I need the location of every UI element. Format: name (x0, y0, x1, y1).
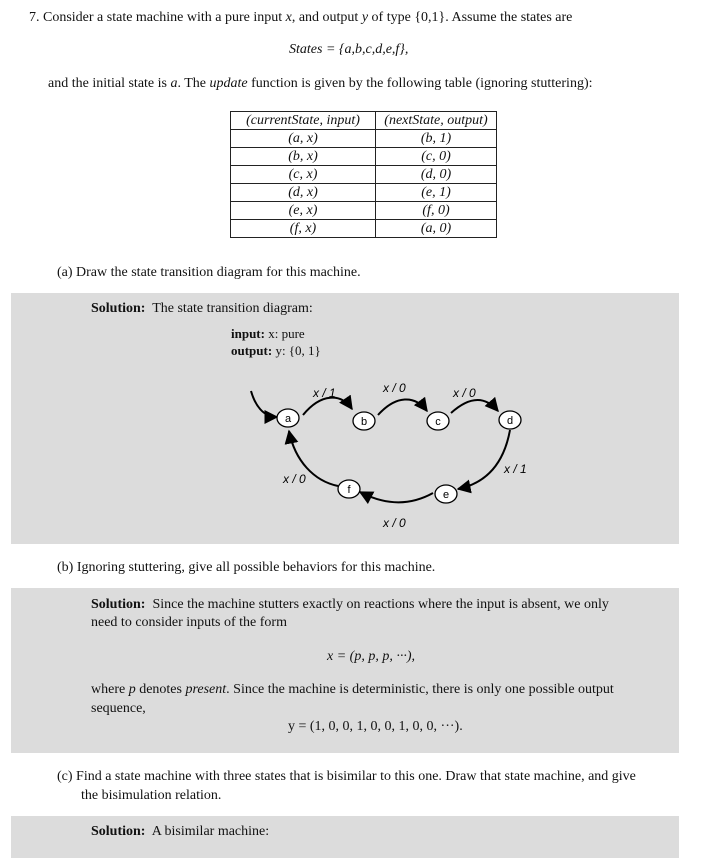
initial-state: a (170, 76, 178, 91)
table-header-row (231, 112, 497, 130)
svg-text:f: f (347, 484, 351, 496)
solution-text: The state transition diagram: (152, 301, 313, 316)
line2-text-3: function is given by the following table (ignoring stuttering): (251, 76, 593, 91)
part-a-solution-box (11, 293, 679, 544)
output-label: output: (231, 343, 273, 358)
output-value: y: {0, 1} (275, 343, 321, 358)
input-variable: x (285, 10, 292, 25)
part-b-solution-line-4: sequence, (91, 701, 146, 716)
intro-text-3: of type {0,1}. Assume the states are (371, 10, 573, 25)
edge-d-e (458, 430, 510, 489)
solution-text: Since the machine stutters exactly on reactions where the input is absent, we only (152, 597, 609, 612)
part-c-question-line-2: the bisimulation relation. (81, 788, 222, 803)
part-b-solution-line-3 (91, 681, 614, 699)
output-variable: y (361, 10, 369, 25)
intro-text: Consider a state machine with a pure input (43, 10, 283, 25)
solution-label: Solution: (91, 597, 146, 612)
part-c-question-line-1: (c) Find a state machine with three states that is bisimilar to this one. Draw that state machine, and give (57, 769, 636, 784)
input-label: input: (231, 326, 265, 341)
svg-text:e: e (442, 489, 450, 501)
table-row (231, 166, 497, 184)
svg-text:a: a (284, 413, 292, 425)
part-b-solution-line-1 (91, 596, 609, 614)
svg-text:b: b (360, 416, 368, 428)
state-e (435, 485, 457, 503)
edge-label: x / 0 (383, 516, 406, 530)
table-header: (nextState, output) (376, 112, 497, 130)
state-a (277, 409, 299, 427)
edge-c-d (451, 400, 498, 413)
update-table (230, 111, 497, 238)
table-row (231, 184, 497, 202)
table-cell: (f, x) (231, 220, 376, 238)
initial-state-line (48, 75, 593, 93)
svg-text:c: c (435, 416, 441, 428)
input-sequence-equation: x = (p, p, p, ···), (327, 649, 415, 664)
table-row (231, 130, 497, 148)
state-transition-diagram (11, 293, 679, 544)
state-b (353, 412, 375, 430)
input-value: x: pure (268, 326, 305, 341)
svg-text:d: d (506, 415, 514, 427)
present-word: present (185, 682, 227, 697)
solution-label: Solution: (91, 824, 146, 839)
edge-label: x / 1 (313, 386, 336, 400)
initial-arrow (251, 391, 277, 417)
line2-text-2: . The (177, 76, 206, 91)
part-c-solution (91, 823, 269, 841)
solution-text: . Since the machine is deterministic, there is only one possible output (226, 682, 614, 697)
state-c (427, 412, 449, 430)
table-cell: (e, x) (231, 202, 376, 220)
table-cell: (a, x) (231, 130, 376, 148)
table-cell: (f, 0) (376, 202, 497, 220)
table-row (231, 202, 497, 220)
table-cell: (b, 1) (376, 130, 497, 148)
table-cell: (e, 1) (376, 184, 497, 202)
problem-statement (29, 9, 572, 27)
table-row (231, 220, 497, 238)
part-c-solution-box (11, 816, 679, 858)
table-row (231, 148, 497, 166)
line2-text: and the initial state is (48, 76, 167, 91)
edge-a-b (303, 398, 352, 415)
output-sequence-equation: y = (1, 0, 0, 1, 0, 0, 1, 0, 0, ···). (288, 719, 463, 734)
table-cell: (d, x) (231, 184, 376, 202)
edge-label: x / 0 (453, 386, 476, 400)
solution-text: denotes (139, 682, 182, 697)
edge-label: x / 0 (383, 381, 406, 395)
solution-label: Solution: (91, 301, 146, 316)
part-b-solution-box (11, 588, 679, 753)
table-cell: (b, x) (231, 148, 376, 166)
table-cell: (d, 0) (376, 166, 497, 184)
part-b-question: (b) Ignoring stuttering, give all possible behaviors for this machine. (57, 560, 436, 575)
state-d (499, 411, 521, 429)
edge-label: x / 0 (283, 472, 306, 486)
state-f (338, 480, 360, 498)
solution-text: A bisimilar machine: (151, 824, 270, 839)
edge-e-f (360, 492, 433, 502)
states-equation: States = {a,b,c,d,e,f}, (289, 42, 409, 57)
table-cell: (a, 0) (376, 220, 497, 238)
table-cell: (c, x) (231, 166, 376, 184)
table-header: (currentState, input) (231, 112, 376, 130)
edge-label: x / 1 (504, 462, 527, 476)
present-variable: p (128, 682, 136, 697)
part-a-question: (a) Draw the state transition diagram for this machine. (57, 265, 361, 280)
part-b-solution-line-2: need to consider inputs of the form (91, 615, 287, 630)
intro-text-2: , and output (291, 10, 359, 25)
update-word: update (209, 76, 248, 91)
table-cell: (c, 0) (376, 148, 497, 166)
solution-text: where (91, 682, 126, 697)
problem-number: 7. (29, 10, 40, 25)
edge-b-c (378, 399, 427, 415)
